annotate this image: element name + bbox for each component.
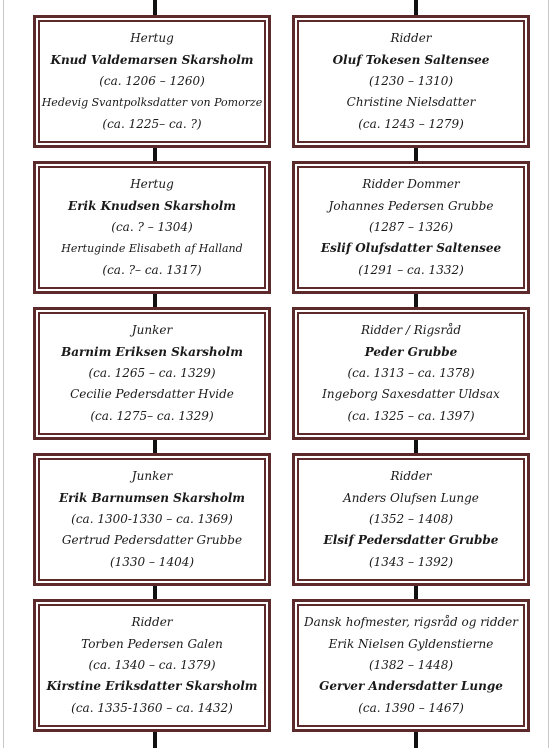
- generation-box-content: [38, 604, 266, 727]
- title-line: Hertug: [130, 31, 174, 46]
- person-name-line: Erik Barnumsen Skarsholm: [58, 490, 246, 505]
- info-line: (ca. 1313 – ca. 1378): [347, 365, 475, 380]
- info-line: (ca. 1390 – 1467): [358, 700, 464, 715]
- info-line: Ingeborg Saxesdatter Uldsax: [322, 387, 500, 402]
- generation-box-content: [297, 312, 525, 435]
- info-line: (ca. 1300-1330 – ca. 1369): [71, 511, 233, 526]
- title-line: Ridder: [390, 31, 432, 46]
- info-line: (ca. 1243 – 1279): [358, 116, 464, 131]
- info-line: (ca. 1275– ca. 1329): [90, 408, 214, 423]
- generation-box: [33, 15, 271, 148]
- person-name-line: Knud Valdemarsen Skarsholm: [50, 52, 254, 67]
- person-name-line: Erik Knudsen Skarsholm: [68, 198, 236, 213]
- info-line: (ca. 1265 – ca. 1329): [88, 365, 216, 380]
- title-line: Junker: [131, 323, 173, 338]
- generation-box: [33, 161, 271, 294]
- person-name-line: Peder Grubbe: [364, 344, 458, 359]
- generation-box: [292, 453, 530, 586]
- title-line: Hertug: [130, 177, 174, 192]
- person-name-line: Gerver Andersdatter Lunge: [319, 679, 503, 694]
- title-line: Dansk hofmester, rigsråd og ridder: [303, 615, 519, 630]
- person-name-line: Kirstine Eriksdatter Skarsholm: [46, 679, 258, 694]
- info-line: (ca. 1206 – 1260): [99, 73, 205, 88]
- person-name-line: Oluf Tokesen Saltensee: [332, 52, 490, 67]
- info-line: Erik Nielsen Gyldenstierne: [328, 636, 494, 651]
- info-line: (ca. ? – 1304): [111, 219, 193, 234]
- generation-box: [292, 161, 530, 294]
- generation-box-content: [38, 166, 266, 289]
- generation-box: [292, 15, 530, 148]
- info-line: (ca. 1225– ca. ?): [102, 116, 202, 131]
- info-line: (ca. 1325 – ca. 1397): [347, 408, 475, 423]
- info-line: Johannes Pedersen Grubbe: [328, 198, 494, 213]
- generation-box-content: [38, 20, 266, 143]
- info-line: (1291 – ca. 1332): [358, 262, 464, 277]
- generation-box: [33, 307, 271, 440]
- generation-box-content: [297, 20, 525, 143]
- generation-box-content: [297, 166, 525, 289]
- info-line: Gertrud Pedersdatter Grubbe: [61, 533, 243, 548]
- info-line: (1382 – 1448): [368, 657, 454, 672]
- generation-box: [292, 599, 530, 732]
- info-line: Torben Pedersen Galen: [81, 636, 223, 651]
- title-line: Ridder / Rigsråd: [360, 323, 462, 338]
- info-line: Hedevig Svantpolksdatter von Pomorze: [41, 96, 263, 110]
- title-line: Junker: [131, 469, 173, 484]
- title-line: Ridder: [390, 469, 432, 484]
- generation-box: [33, 453, 271, 586]
- info-line: (ca. 1335-1360 – ca. 1432): [71, 700, 233, 715]
- info-line: (ca. 1340 – ca. 1379): [88, 657, 216, 672]
- generation-box-content: [38, 312, 266, 435]
- title-line: Ridder: [131, 615, 173, 630]
- info-line: (1230 – 1310): [368, 73, 454, 88]
- person-name-line: Barnim Eriksen Skarsholm: [61, 344, 243, 359]
- info-line: (1287 – 1326): [368, 219, 454, 234]
- generation-box: [33, 599, 271, 732]
- info-line: (1330 – 1404): [109, 554, 195, 569]
- info-line: Anders Olufsen Lunge: [343, 490, 479, 505]
- info-line: Hertuginde Elisabeth af Halland: [61, 242, 243, 256]
- title-line: Ridder Dommer: [362, 177, 460, 192]
- info-line: Cecilie Pedersdatter Hvide: [70, 387, 234, 402]
- generation-box-content: [297, 604, 525, 727]
- page-edge-right: [548, 0, 549, 748]
- page-edge-left: [3, 0, 4, 748]
- generation-box-content: [38, 458, 266, 581]
- info-line: (ca. ?– ca. 1317): [102, 262, 202, 277]
- info-line: (1343 – 1392): [368, 554, 454, 569]
- info-line: (1352 – 1408): [368, 511, 454, 526]
- person-name-line: Eslif Olufsdatter Saltensee: [320, 241, 502, 256]
- generation-box: [292, 307, 530, 440]
- person-name-line: Elsif Pedersdatter Grubbe: [323, 533, 499, 548]
- generation-box-content: [297, 458, 525, 581]
- info-line: Christine Nielsdatter: [346, 95, 476, 110]
